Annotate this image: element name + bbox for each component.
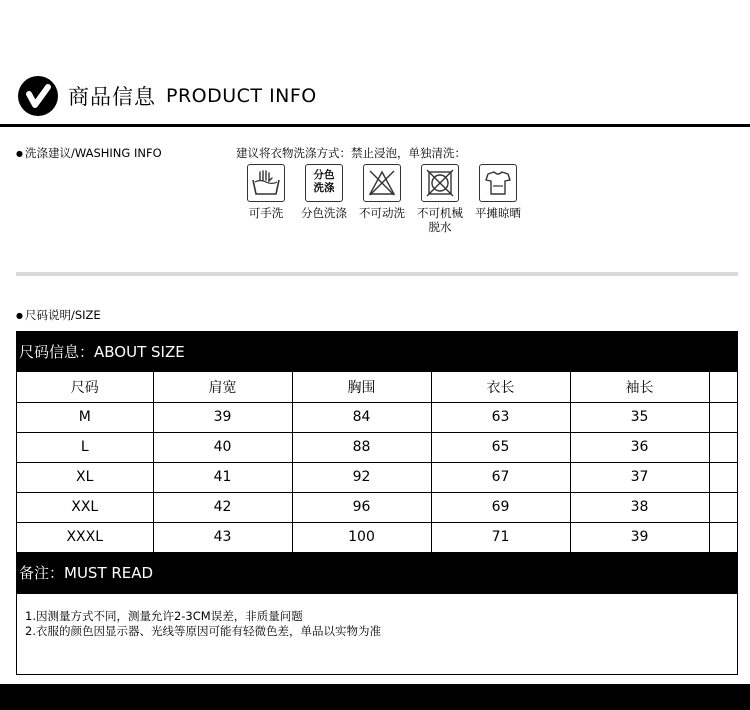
table-cell: M: [17, 402, 153, 432]
table-cell: L: [17, 432, 153, 462]
care-item-hand-wash: [236, 164, 296, 220]
column-header: [709, 372, 737, 402]
table-cell: 40: [153, 432, 292, 462]
table-cell: 67: [431, 462, 570, 492]
table-cell: 63: [431, 402, 570, 432]
care-caption: 不可动洗: [359, 206, 405, 220]
hand-wash-icon: [251, 168, 281, 198]
table-header-row: [17, 372, 737, 402]
size-section-label: ● 尺码说明/SIZE: [16, 307, 101, 323]
table-cell: [709, 492, 737, 522]
icon-text: 分色: [313, 169, 335, 181]
note-line: 2.衣服的颜色因显示器、光线等原因可能有轻微色差，单品以实物为准: [25, 624, 381, 638]
care-caption: [410, 206, 470, 234]
table-cell: XXXL: [17, 522, 153, 552]
must-read-bar: 备注：MUST READ: [17, 552, 737, 594]
washing-info-label: ● 洗涤建议/WASHING INFO: [16, 145, 162, 161]
wash-separately-icon: [305, 164, 343, 202]
table-row: [17, 462, 737, 492]
care-item-dry-flat: [468, 164, 528, 220]
size-box: [16, 331, 738, 675]
table-row: [17, 492, 737, 522]
column-header: 尺码: [17, 372, 153, 402]
table-cell: 100: [292, 522, 431, 552]
care-caption-line: 脱水: [428, 220, 452, 234]
care-item-wash-separately: [294, 164, 354, 220]
care-caption: 可手洗: [248, 206, 284, 220]
header-divider: [0, 124, 750, 127]
chevron-circle-logo-icon: [18, 76, 58, 116]
no-tumble-dry-icon: [425, 168, 455, 198]
care-item-no-tumble-dry: [410, 164, 470, 234]
table-cell: 39: [570, 522, 709, 552]
table-cell: 43: [153, 522, 292, 552]
table-cell: 71: [431, 522, 570, 552]
table-cell: 36: [570, 432, 709, 462]
table-cell: 38: [570, 492, 709, 522]
column-header: 肩宽: [153, 372, 292, 402]
care-icons: [236, 164, 526, 244]
page-title-cn: 商品信息: [68, 85, 156, 109]
care-caption: 分色洗涤: [301, 206, 347, 220]
table-cell: 37: [570, 462, 709, 492]
table-cell: 42: [153, 492, 292, 522]
icon-text: 洗涤: [313, 182, 335, 194]
table-cell: 69: [431, 492, 570, 522]
table-cell: 39: [153, 402, 292, 432]
care-caption-line: 不可机械: [417, 206, 463, 220]
size-info-bar: 尺码信息：ABOUT SIZE: [17, 332, 737, 372]
table-cell: 88: [292, 432, 431, 462]
table-row: [17, 522, 737, 552]
table-cell: 92: [292, 462, 431, 492]
care-caption: 平摊晾晒: [475, 206, 521, 220]
do-not-dry-clean-icon: [367, 168, 397, 198]
table-row: [17, 402, 737, 432]
page-header: [18, 76, 317, 116]
table-row: [17, 432, 737, 462]
table-cell: [709, 402, 737, 432]
table-cell: XL: [17, 462, 153, 492]
note-line: 1.因测量方式不同，测量允许2-3CM误差，非质量问题: [25, 609, 303, 623]
column-header: 胸围: [292, 372, 431, 402]
table-cell: XXL: [17, 492, 153, 522]
table-cell: [709, 522, 737, 552]
size-table: [17, 372, 737, 553]
table-cell: 41: [153, 462, 292, 492]
column-header: 袖长: [570, 372, 709, 402]
section-divider: [16, 272, 738, 276]
column-header: 衣长: [431, 372, 570, 402]
table-cell: 35: [570, 402, 709, 432]
dry-flat-icon: [483, 168, 513, 198]
page-title-en: PRODUCT INFO: [166, 85, 317, 107]
table-cell: [709, 462, 737, 492]
care-item-do-not-dry-clean: [352, 164, 412, 220]
table-cell: 65: [431, 432, 570, 462]
notes: [25, 609, 381, 639]
footer-bar: [0, 684, 750, 710]
washing-tip: 建议将衣物洗涤方式：禁止浸泡，单独清洗：: [236, 146, 466, 160]
table-cell: 84: [292, 402, 431, 432]
table-cell: 96: [292, 492, 431, 522]
table-cell: [709, 432, 737, 462]
